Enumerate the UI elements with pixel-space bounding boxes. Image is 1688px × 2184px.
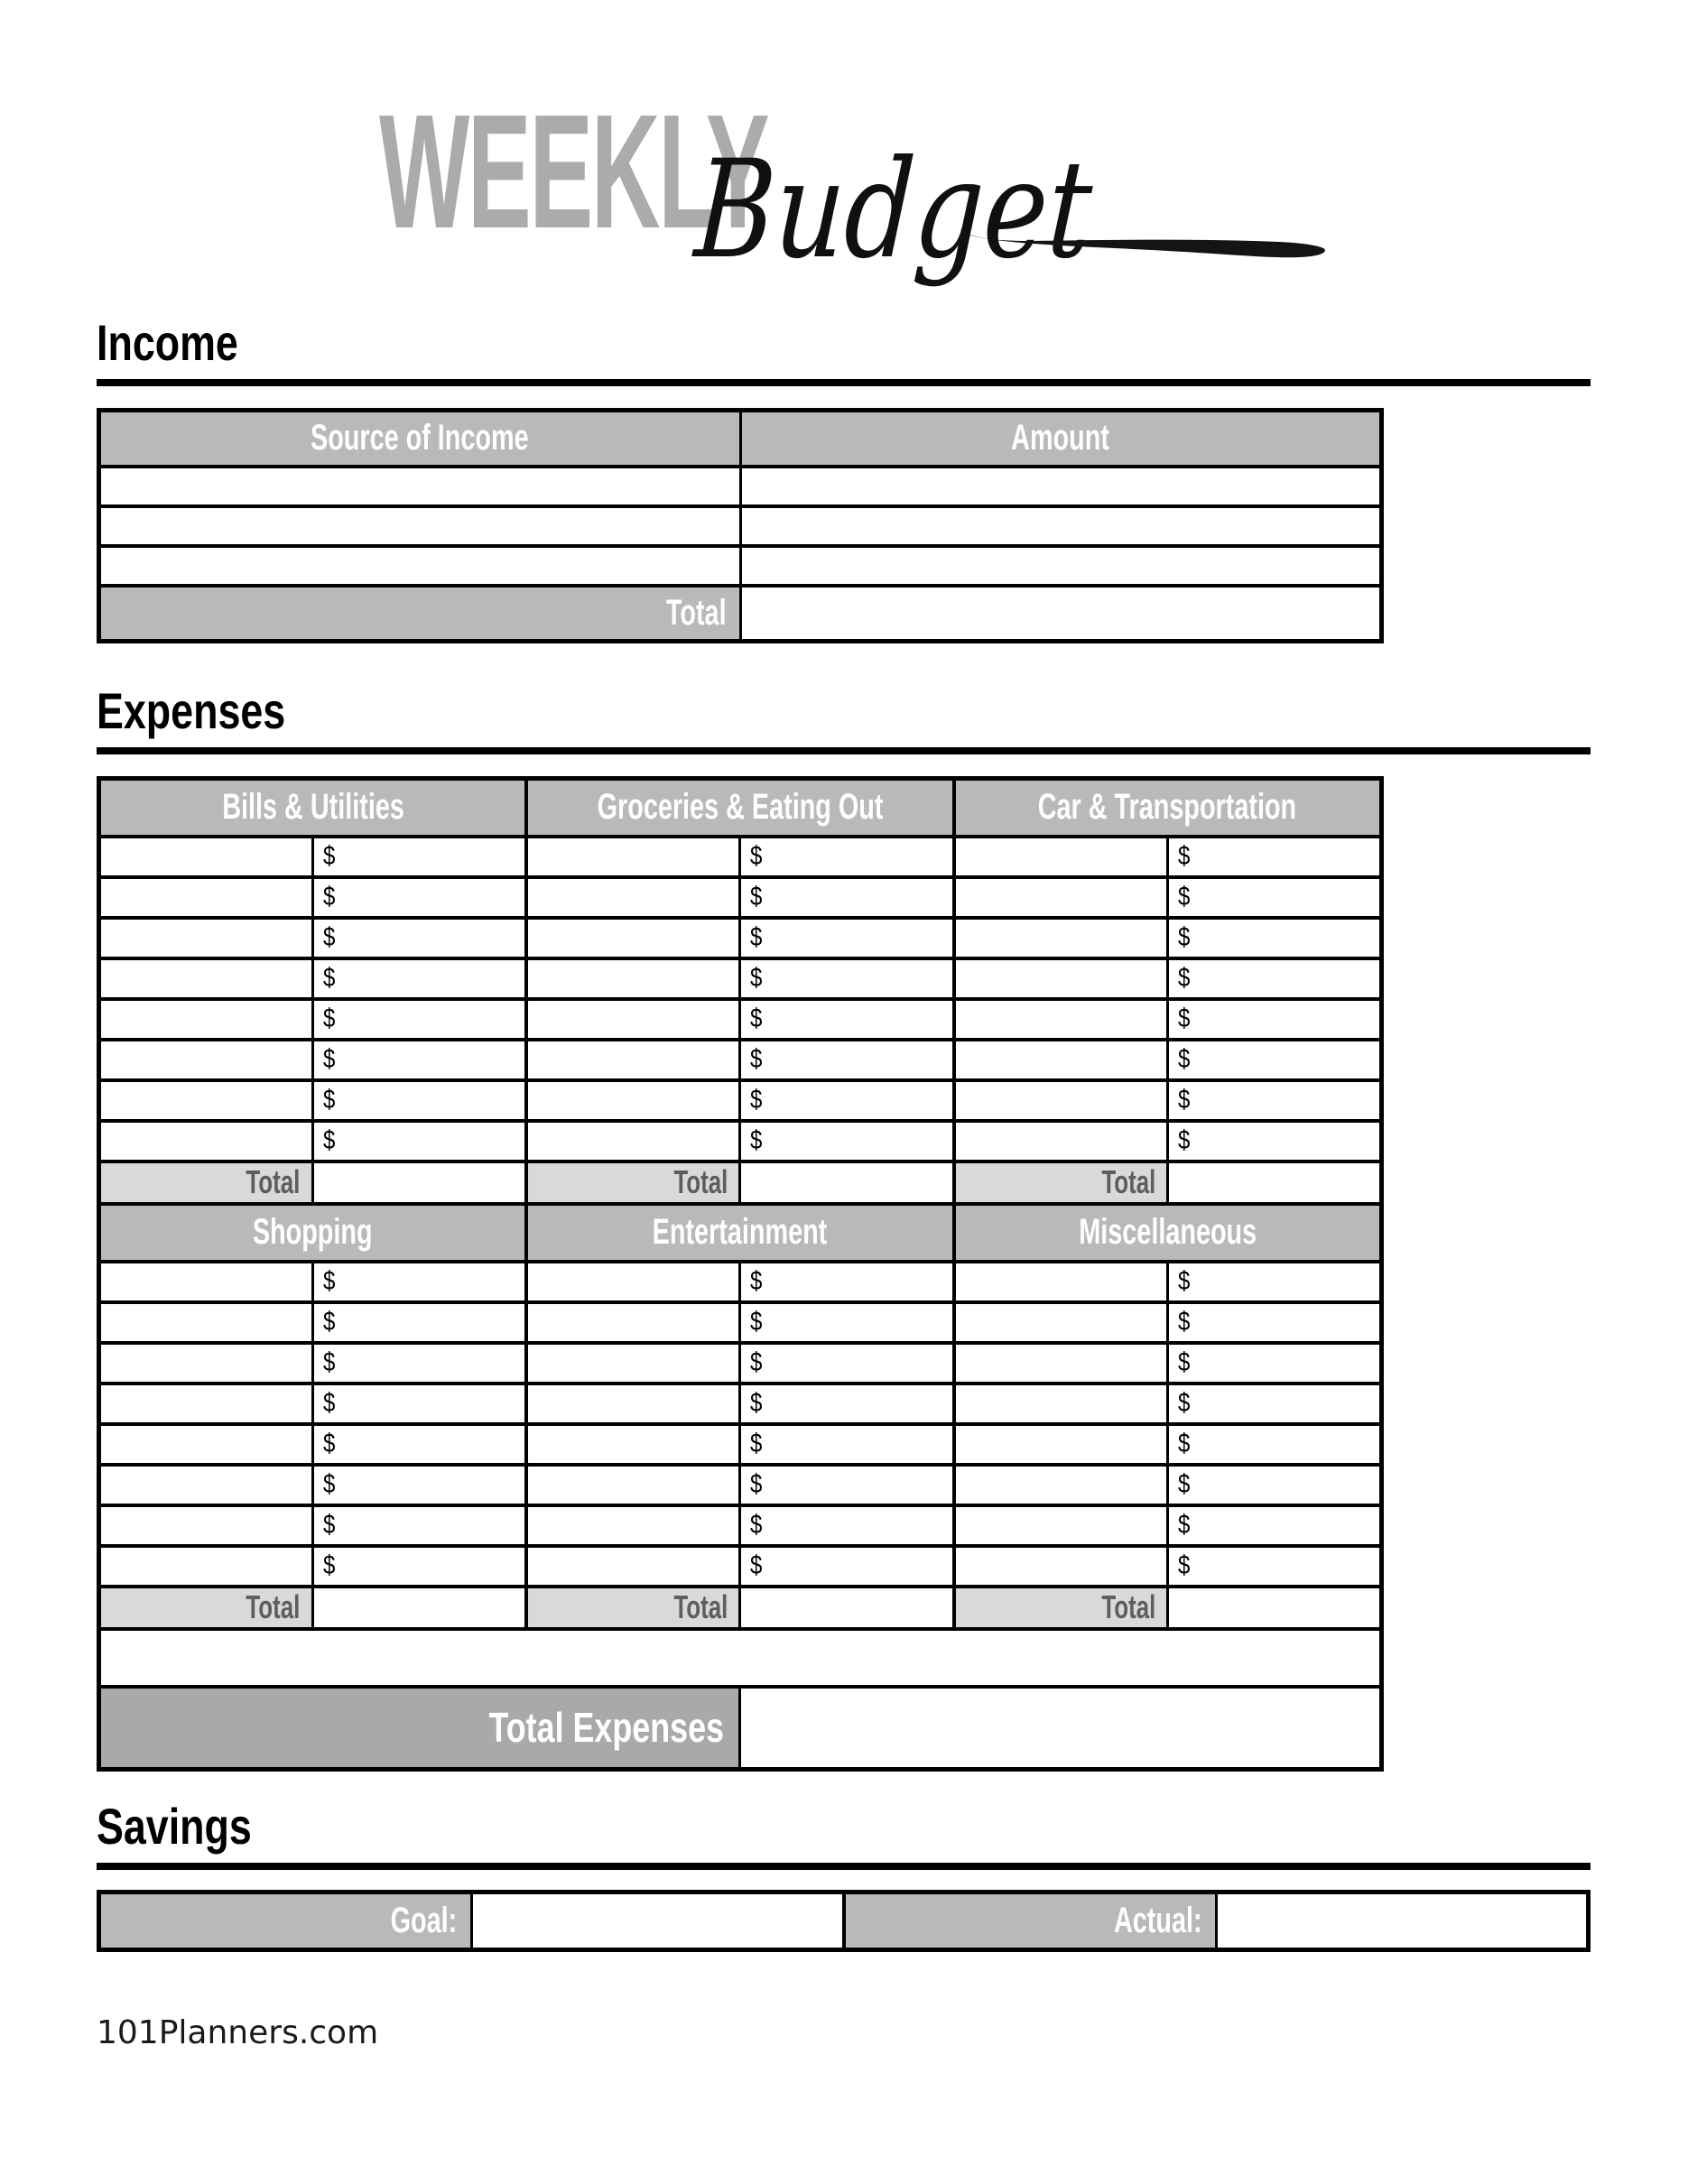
- currency-symbol: $: [750, 1085, 763, 1115]
- currency-symbol: $: [750, 1469, 763, 1499]
- expense-description-cell[interactable]: [954, 1302, 1168, 1343]
- income-section-heading: Income: [97, 314, 238, 371]
- category-total-value-cell[interactable]: [1168, 1161, 1382, 1204]
- expense-row: [99, 837, 1382, 877]
- expense-amount-cell[interactable]: [740, 877, 954, 918]
- expense-amount-cell[interactable]: [740, 1262, 954, 1302]
- category-header-row: [99, 779, 1382, 837]
- expense-description-cell[interactable]: [526, 1262, 740, 1302]
- category-total-value-cell[interactable]: [740, 1161, 954, 1204]
- expense-amount-cell[interactable]: [1168, 837, 1382, 877]
- income-row: [99, 467, 1382, 506]
- expense-amount-cell[interactable]: [1168, 1302, 1382, 1343]
- expense-amount-cell[interactable]: [1168, 1040, 1382, 1080]
- income-total-value-cell[interactable]: [740, 586, 1382, 642]
- expense-description-cell[interactable]: [526, 918, 740, 958]
- expense-amount-cell[interactable]: [312, 918, 526, 958]
- expenses-heading-rule: [97, 747, 1591, 754]
- savings-actual-label: Actual:: [844, 1892, 1217, 1950]
- expense-amount-cell[interactable]: [1168, 999, 1382, 1040]
- expense-description-cell[interactable]: [99, 1505, 313, 1546]
- income-row: [99, 506, 1382, 546]
- savings-table: [97, 1890, 1591, 1952]
- currency-symbol: $: [750, 1266, 763, 1296]
- currency-symbol: $: [750, 1125, 763, 1155]
- category-header: Car & Transportation: [954, 779, 1382, 837]
- currency-symbol: $: [750, 1307, 763, 1337]
- currency-symbol: $: [1178, 1125, 1191, 1155]
- currency-symbol: $: [322, 1004, 336, 1033]
- expense-description-cell[interactable]: [526, 1302, 740, 1343]
- expense-amount-cell[interactable]: [740, 1080, 954, 1121]
- currency-symbol: $: [750, 922, 763, 952]
- expense-description-cell[interactable]: [99, 1424, 313, 1465]
- expense-description-cell[interactable]: [954, 1121, 1168, 1161]
- category-header: Groceries & Eating Out: [526, 779, 954, 837]
- expense-amount-cell[interactable]: [1168, 1343, 1382, 1384]
- category-total-value-cell[interactable]: [740, 1587, 954, 1629]
- currency-symbol: $: [322, 922, 336, 952]
- expense-amount-cell[interactable]: [312, 877, 526, 918]
- category-header: Bills & Utilities: [99, 779, 527, 837]
- expense-description-cell[interactable]: [526, 1121, 740, 1161]
- expense-description-cell[interactable]: [99, 1302, 313, 1343]
- expense-description-cell[interactable]: [954, 999, 1168, 1040]
- currency-symbol: $: [322, 1429, 336, 1458]
- expense-amount-cell[interactable]: [312, 1040, 526, 1080]
- expense-description-cell[interactable]: [99, 999, 313, 1040]
- expense-description-cell[interactable]: [954, 1262, 1168, 1302]
- expense-row: [99, 1343, 1382, 1384]
- currency-symbol: $: [322, 841, 336, 871]
- title-weekly: WEEKLY: [379, 81, 768, 263]
- expense-amount-cell[interactable]: [1168, 958, 1382, 999]
- expense-description-cell[interactable]: [954, 958, 1168, 999]
- currency-symbol: $: [1178, 1510, 1191, 1540]
- expense-amount-cell[interactable]: [740, 837, 954, 877]
- currency-symbol: $: [750, 882, 763, 912]
- category-total-label: Total: [954, 1161, 1168, 1204]
- expense-row: [99, 1424, 1382, 1465]
- expense-description-cell[interactable]: [526, 1343, 740, 1384]
- income-source-cell[interactable]: [99, 506, 741, 546]
- category-header: Shopping: [99, 1204, 527, 1262]
- title-budget-script: Budget: [691, 132, 1097, 289]
- expense-amount-cell[interactable]: [312, 1505, 526, 1546]
- currency-symbol: $: [322, 1044, 336, 1074]
- expense-description-cell[interactable]: [526, 1546, 740, 1587]
- category-total-value-cell[interactable]: [1168, 1587, 1382, 1629]
- expense-description-cell[interactable]: [99, 837, 313, 877]
- expense-amount-cell[interactable]: [740, 1302, 954, 1343]
- currency-symbol: $: [322, 963, 336, 993]
- expenses-table: [97, 776, 1384, 1772]
- savings-section-heading: Savings: [97, 1798, 252, 1855]
- expense-amount-cell[interactable]: [312, 1384, 526, 1424]
- expense-amount-cell[interactable]: [1168, 918, 1382, 958]
- currency-symbol: $: [750, 1550, 763, 1580]
- savings-actual-value-cell[interactable]: [1216, 1892, 1589, 1950]
- currency-symbol: $: [750, 1004, 763, 1033]
- expenses-section-heading: Expenses: [97, 682, 286, 739]
- currency-symbol: $: [1178, 1266, 1191, 1296]
- expense-description-cell[interactable]: [99, 1121, 313, 1161]
- expense-description-cell[interactable]: [526, 1080, 740, 1121]
- expense-amount-cell[interactable]: [312, 999, 526, 1040]
- currency-symbol: $: [1178, 963, 1191, 993]
- category-header-row: [99, 1204, 1382, 1262]
- expense-row: [99, 1080, 1382, 1121]
- expense-row: [99, 1121, 1382, 1161]
- category-total-row: [99, 1161, 1382, 1204]
- currency-symbol: $: [1178, 922, 1191, 952]
- category-total-label: Total: [526, 1587, 740, 1629]
- currency-symbol: $: [322, 1085, 336, 1115]
- spacer-cell: [99, 1629, 1382, 1687]
- currency-symbol: $: [1178, 1044, 1191, 1074]
- expense-amount-cell[interactable]: [312, 1424, 526, 1465]
- category-total-label: Total: [99, 1587, 313, 1629]
- expense-description-cell[interactable]: [99, 1546, 313, 1587]
- total-expenses-row: [99, 1687, 1382, 1770]
- expense-description-cell[interactable]: [99, 1343, 313, 1384]
- currency-symbol: $: [1178, 1085, 1191, 1115]
- expense-amount-cell[interactable]: [1168, 1424, 1382, 1465]
- income-heading-rule: [97, 379, 1591, 386]
- currency-symbol: $: [1178, 882, 1191, 912]
- currency-symbol: $: [322, 1307, 336, 1337]
- expense-amount-cell[interactable]: [1168, 877, 1382, 918]
- expense-description-cell[interactable]: [526, 1040, 740, 1080]
- spacer-row: [99, 1629, 1382, 1687]
- category-header: Entertainment: [526, 1204, 954, 1262]
- category-total-row: [99, 1587, 1382, 1629]
- income-total-row: [99, 586, 1382, 642]
- currency-symbol: $: [322, 1469, 336, 1499]
- expense-amount-cell[interactable]: [312, 1262, 526, 1302]
- expense-amount-cell[interactable]: [740, 1465, 954, 1505]
- income-amount-cell[interactable]: [740, 546, 1382, 586]
- currency-symbol: $: [750, 1510, 763, 1540]
- expense-amount-cell[interactable]: [740, 918, 954, 958]
- expense-description-cell[interactable]: [99, 958, 313, 999]
- expense-amount-cell[interactable]: [312, 1465, 526, 1505]
- currency-symbol: $: [322, 882, 336, 912]
- expense-amount-cell[interactable]: [1168, 1546, 1382, 1587]
- expense-description-cell[interactable]: [954, 1546, 1168, 1587]
- expense-description-cell[interactable]: [954, 1343, 1168, 1384]
- currency-symbol: $: [1178, 1469, 1191, 1499]
- savings-row: [99, 1892, 1589, 1950]
- expense-amount-cell[interactable]: [740, 1343, 954, 1384]
- expense-amount-cell[interactable]: [740, 1121, 954, 1161]
- expense-row: [99, 1505, 1382, 1546]
- income-source-cell[interactable]: [99, 467, 741, 506]
- expense-amount-cell[interactable]: [312, 958, 526, 999]
- currency-symbol: $: [322, 1510, 336, 1540]
- expense-amount-cell[interactable]: [312, 1121, 526, 1161]
- expense-description-cell[interactable]: [954, 1384, 1168, 1424]
- expense-description-cell[interactable]: [526, 1384, 740, 1424]
- expense-description-cell[interactable]: [526, 1424, 740, 1465]
- income-table: [97, 408, 1384, 643]
- savings-goal-label: Goal:: [99, 1892, 472, 1950]
- website-footer: 101Planners.com: [97, 2014, 379, 2051]
- expense-amount-cell[interactable]: [740, 1424, 954, 1465]
- income-amount-cell[interactable]: [740, 467, 1382, 506]
- expense-amount-cell[interactable]: [1168, 1465, 1382, 1505]
- expense-row: [99, 1262, 1382, 1302]
- expense-row: [99, 1465, 1382, 1505]
- currency-symbol: $: [750, 1044, 763, 1074]
- category-total-value-cell[interactable]: [312, 1587, 526, 1629]
- expense-row: [99, 999, 1382, 1040]
- expense-description-cell[interactable]: [526, 958, 740, 999]
- currency-symbol: $: [322, 1347, 336, 1377]
- currency-symbol: $: [1178, 1307, 1191, 1337]
- expense-description-cell[interactable]: [99, 1465, 313, 1505]
- expense-row: [99, 877, 1382, 918]
- currency-symbol: $: [1178, 1429, 1191, 1458]
- expense-description-cell[interactable]: [954, 837, 1168, 877]
- income-header-amount: Amount: [740, 411, 1382, 467]
- currency-symbol: $: [750, 1347, 763, 1377]
- currency-symbol: $: [1178, 841, 1191, 871]
- currency-symbol: $: [750, 963, 763, 993]
- currency-symbol: $: [322, 1125, 336, 1155]
- total-expenses-value-cell[interactable]: [740, 1687, 1382, 1770]
- expense-amount-cell[interactable]: [740, 1505, 954, 1546]
- expense-description-cell[interactable]: [99, 918, 313, 958]
- expense-description-cell[interactable]: [954, 918, 1168, 958]
- expense-amount-cell[interactable]: [740, 958, 954, 999]
- expense-description-cell[interactable]: [99, 1262, 313, 1302]
- expense-amount-cell[interactable]: [1168, 1262, 1382, 1302]
- currency-symbol: $: [322, 1388, 336, 1418]
- expense-description-cell[interactable]: [954, 1080, 1168, 1121]
- expense-amount-cell[interactable]: [740, 1040, 954, 1080]
- currency-symbol: $: [1178, 1388, 1191, 1418]
- expense-amount-cell[interactable]: [312, 837, 526, 877]
- currency-symbol: $: [750, 841, 763, 871]
- expense-description-cell[interactable]: [99, 1384, 313, 1424]
- savings-goal-value-cell[interactable]: [471, 1892, 844, 1950]
- expense-amount-cell[interactable]: [1168, 1505, 1382, 1546]
- currency-symbol: $: [750, 1388, 763, 1418]
- expense-description-cell[interactable]: [954, 877, 1168, 918]
- category-total-label: Total: [99, 1161, 313, 1204]
- expense-description-cell[interactable]: [526, 999, 740, 1040]
- expense-amount-cell[interactable]: [740, 1546, 954, 1587]
- expense-row: [99, 1302, 1382, 1343]
- expense-description-cell[interactable]: [99, 877, 313, 918]
- flourish-stroke: [959, 215, 1329, 269]
- expense-description-cell[interactable]: [526, 877, 740, 918]
- savings-heading-rule: [97, 1863, 1591, 1870]
- expense-description-cell[interactable]: [954, 1040, 1168, 1080]
- expense-description-cell[interactable]: [526, 1505, 740, 1546]
- expense-description-cell[interactable]: [954, 1465, 1168, 1505]
- expense-row: [99, 1040, 1382, 1080]
- expense-description-cell[interactable]: [954, 1505, 1168, 1546]
- category-total-label: Total: [526, 1161, 740, 1204]
- expense-row: [99, 918, 1382, 958]
- expense-amount-cell[interactable]: [1168, 1384, 1382, 1424]
- income-source-cell[interactable]: [99, 546, 741, 586]
- expense-amount-cell[interactable]: [312, 1343, 526, 1384]
- income-amount-cell[interactable]: [740, 506, 1382, 546]
- income-header-source: Source of Income: [99, 411, 741, 467]
- expense-amount-cell[interactable]: [1168, 1121, 1382, 1161]
- expense-amount-cell[interactable]: [1168, 1080, 1382, 1121]
- expense-description-cell[interactable]: [954, 1424, 1168, 1465]
- currency-symbol: $: [750, 1429, 763, 1458]
- expense-description-cell[interactable]: [526, 1465, 740, 1505]
- category-total-value-cell[interactable]: [312, 1161, 526, 1204]
- category-total-label: Total: [954, 1587, 1168, 1629]
- expense-row: [99, 958, 1382, 999]
- currency-symbol: $: [322, 1550, 336, 1580]
- currency-symbol: $: [1178, 1004, 1191, 1033]
- expense-row: [99, 1546, 1382, 1587]
- income-header-row: [99, 411, 1382, 467]
- expense-amount-cell[interactable]: [312, 1080, 526, 1121]
- expense-description-cell[interactable]: [99, 1080, 313, 1121]
- currency-symbol: $: [322, 1266, 336, 1296]
- expense-amount-cell[interactable]: [740, 1384, 954, 1424]
- expense-description-cell[interactable]: [99, 1040, 313, 1080]
- expense-amount-cell[interactable]: [312, 1546, 526, 1587]
- income-total-label: Total: [99, 586, 741, 642]
- expense-description-cell[interactable]: [526, 837, 740, 877]
- total-expenses-label: Total Expenses: [99, 1687, 740, 1770]
- expense-amount-cell[interactable]: [740, 999, 954, 1040]
- income-row: [99, 546, 1382, 586]
- currency-symbol: $: [1178, 1550, 1191, 1580]
- currency-symbol: $: [1178, 1347, 1191, 1377]
- expense-row: [99, 1384, 1382, 1424]
- category-header: Miscellaneous: [954, 1204, 1382, 1262]
- expense-amount-cell[interactable]: [312, 1302, 526, 1343]
